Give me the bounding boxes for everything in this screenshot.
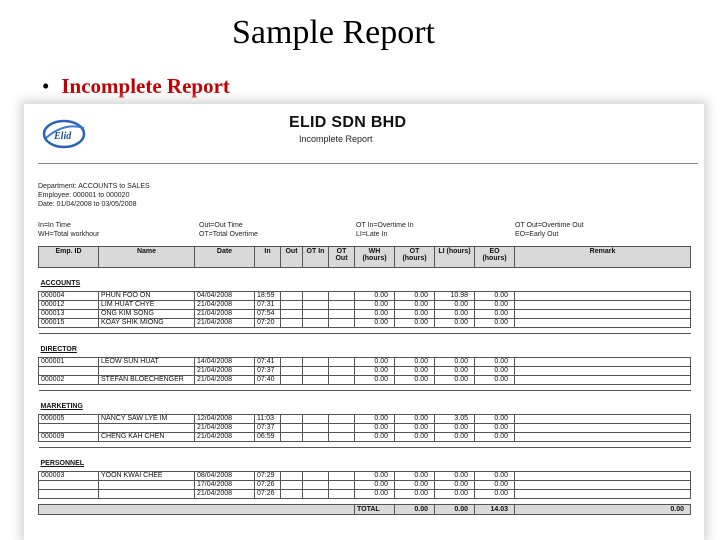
table-cell — [515, 472, 691, 481]
table-cell: 07:26 — [255, 490, 281, 499]
table-cell: 21/04/2008 — [195, 433, 255, 442]
table-cell: 0.00 — [435, 490, 475, 499]
table-cell: 0.00 — [435, 472, 475, 481]
table-cell — [281, 433, 303, 442]
table-cell: LIM HUAT CHYE — [99, 301, 195, 310]
table-cell: 21/04/2008 — [195, 301, 255, 310]
table-cell — [303, 481, 329, 490]
table-cell: 0.00 — [475, 424, 515, 433]
table-cell — [515, 367, 691, 376]
section-row — [39, 268, 691, 292]
table-cell — [329, 433, 355, 442]
table-cell — [515, 490, 691, 499]
divider — [38, 163, 698, 164]
table-cell: KOAY SHIK MIONG — [99, 319, 195, 328]
table-cell — [99, 490, 195, 499]
table-cell — [281, 319, 303, 328]
table-cell: 0.00 — [475, 490, 515, 499]
table-cell: 21/04/2008 — [195, 376, 255, 385]
table-cell: 0.00 — [475, 367, 515, 376]
section-name: MARKETING — [40, 403, 83, 410]
column-header: Name — [99, 247, 195, 268]
table-cell — [39, 424, 99, 433]
table-row — [39, 472, 691, 481]
table-cell: STEFAN BLOECHENGER — [99, 376, 195, 385]
table-cell — [303, 319, 329, 328]
table-row — [39, 319, 691, 328]
report-image — [24, 104, 704, 540]
section-row — [39, 391, 691, 415]
legend-item: OT Out=Overtime Out — [515, 222, 584, 229]
table-row — [39, 310, 691, 319]
total-cell: 0.00 — [395, 505, 435, 515]
company-logo — [42, 118, 88, 150]
table-cell: 0.00 — [395, 301, 435, 310]
table-cell: 12/04/2008 — [195, 415, 255, 424]
table-cell: 21/04/2008 — [195, 367, 255, 376]
table-cell — [329, 424, 355, 433]
department-range: Department: ACCOUNTS to SALES — [38, 183, 150, 190]
table-cell: 0.00 — [435, 367, 475, 376]
table-cell — [515, 415, 691, 424]
column-header: Date — [195, 247, 255, 268]
table-cell: 0.00 — [355, 310, 395, 319]
table-cell — [515, 424, 691, 433]
table-cell: 0.00 — [355, 292, 395, 301]
table-cell — [329, 319, 355, 328]
table-cell: 21/04/2008 — [195, 424, 255, 433]
column-header: OT In — [303, 247, 329, 268]
report-subtitle: Incomplete Report — [299, 134, 373, 144]
table-row — [39, 292, 691, 301]
table-cell — [303, 367, 329, 376]
table-cell: 0.00 — [355, 433, 395, 442]
table-cell: 0.00 — [395, 424, 435, 433]
company-name: ELID SDN BHD — [289, 114, 407, 131]
table-cell: 0.00 — [395, 415, 435, 424]
table-cell: 0.00 — [355, 319, 395, 328]
legend-item: OT In=Overtime In — [356, 222, 414, 229]
table-cell: PHUN FOO ON — [99, 292, 195, 301]
table-cell: 0.00 — [395, 376, 435, 385]
column-header: Remark — [515, 247, 691, 268]
table-cell — [329, 358, 355, 367]
table-cell — [281, 310, 303, 319]
table-cell: 0.00 — [475, 415, 515, 424]
table-cell — [515, 433, 691, 442]
table-cell: 07:26 — [255, 481, 281, 490]
table-cell: 0.00 — [355, 376, 395, 385]
table-cell — [39, 367, 99, 376]
table-cell: 11:03 — [255, 415, 281, 424]
total-row — [39, 505, 691, 515]
table-cell: 0.00 — [475, 358, 515, 367]
legend-col-1 — [38, 221, 99, 239]
legend-item: EO=Early Out — [515, 231, 559, 238]
legend-item: Out=Out Time — [199, 222, 243, 229]
table-cell — [281, 367, 303, 376]
table-cell: 0.00 — [395, 433, 435, 442]
table-cell: 0.00 — [475, 433, 515, 442]
table-cell: 0.00 — [435, 319, 475, 328]
bullet-item — [42, 74, 230, 99]
table-cell — [303, 424, 329, 433]
table-cell — [329, 472, 355, 481]
table-cell — [329, 376, 355, 385]
report-table — [38, 246, 691, 515]
total-cell: 14.03 — [475, 505, 515, 515]
legend-item: In=In Time — [38, 222, 71, 229]
table-cell: 06:59 — [255, 433, 281, 442]
table-cell: 000005 — [39, 415, 99, 424]
section-name: DIRECTOR — [40, 346, 77, 353]
table-cell — [515, 481, 691, 490]
table-cell — [39, 490, 99, 499]
table-cell: YOON KWAI CHEE — [99, 472, 195, 481]
column-header: EO (hours) — [475, 247, 515, 268]
section-name: PERSONNEL — [40, 460, 85, 467]
table-cell — [99, 481, 195, 490]
table-cell: 0.00 — [355, 481, 395, 490]
table-cell — [281, 376, 303, 385]
table-cell: 21/04/2008 — [195, 319, 255, 328]
table-row — [39, 367, 691, 376]
table-cell — [329, 301, 355, 310]
column-header: OT Out — [329, 247, 355, 268]
filter-info — [38, 182, 150, 209]
table-cell: 0.00 — [435, 301, 475, 310]
table-cell: 07:29 — [255, 472, 281, 481]
table-cell: 18:59 — [255, 292, 281, 301]
section-name: ACCOUNTS — [40, 280, 81, 287]
table-row — [39, 301, 691, 310]
section-row — [39, 448, 691, 472]
table-cell: 000004 — [39, 292, 99, 301]
table-cell: 0.00 — [395, 292, 435, 301]
table-cell — [515, 310, 691, 319]
table-cell — [303, 358, 329, 367]
table-cell — [515, 376, 691, 385]
table-row — [39, 415, 691, 424]
table-cell: 0.00 — [475, 319, 515, 328]
table-cell: 07:40 — [255, 376, 281, 385]
table-cell — [281, 301, 303, 310]
table-row — [39, 433, 691, 442]
table-cell: 0.00 — [475, 292, 515, 301]
table-cell: NANCY SAW LYE IM — [99, 415, 195, 424]
table-cell: 0.00 — [435, 433, 475, 442]
table-cell: 000002 — [39, 376, 99, 385]
table-header-row — [39, 247, 691, 268]
table-cell — [515, 292, 691, 301]
table-cell — [281, 424, 303, 433]
slide-title: Sample Report — [231, 14, 436, 51]
total-cell: 0.00 — [435, 505, 475, 515]
table-cell: 0.00 — [395, 319, 435, 328]
table-row — [39, 481, 691, 490]
table-cell — [303, 310, 329, 319]
table-cell: 3.05 — [435, 415, 475, 424]
column-header: LI (hours) — [435, 247, 475, 268]
table-cell — [303, 376, 329, 385]
table-cell: 0.00 — [355, 472, 395, 481]
table-cell: 04/04/2008 — [195, 292, 255, 301]
table-cell — [281, 415, 303, 424]
table-cell — [303, 433, 329, 442]
column-header: Out — [281, 247, 303, 268]
date-range: Date: 01/04/2008 to 03/05/2008 — [38, 201, 137, 208]
table-cell: 0.00 — [395, 358, 435, 367]
table-cell: 0.00 — [355, 301, 395, 310]
table-cell: 10.98 — [435, 292, 475, 301]
employee-range: Employee: 000001 to 000020 — [38, 192, 130, 199]
column-header: WH (hours) — [355, 247, 395, 268]
table-cell — [99, 424, 195, 433]
table-cell: 0.00 — [395, 490, 435, 499]
table-cell: 0.00 — [435, 358, 475, 367]
table-row — [39, 424, 691, 433]
logo-text: Elid — [54, 131, 72, 142]
table-cell: 0.00 — [435, 424, 475, 433]
table-cell: LEOW SUN HUAT — [99, 358, 195, 367]
table-cell: 0.00 — [355, 490, 395, 499]
table-cell — [303, 301, 329, 310]
table-cell — [329, 415, 355, 424]
table-cell: 000001 — [39, 358, 99, 367]
table-cell — [303, 472, 329, 481]
table-cell — [329, 292, 355, 301]
table-cell — [39, 481, 99, 490]
table-cell: 0.00 — [395, 367, 435, 376]
column-header: Emp. ID — [39, 247, 99, 268]
table-cell: 0.00 — [395, 481, 435, 490]
table-cell: CHENG KAH CHEN — [99, 433, 195, 442]
table-cell: ONG KIM SONG — [99, 310, 195, 319]
table-cell — [515, 358, 691, 367]
table-cell: 21/04/2008 — [195, 310, 255, 319]
legend-item: LI=Late In — [356, 231, 388, 238]
legend-col-3 — [356, 221, 414, 239]
table-cell — [515, 319, 691, 328]
table-cell: 0.00 — [355, 424, 395, 433]
table-cell: 17/04/2008 — [195, 481, 255, 490]
table-cell — [515, 301, 691, 310]
table-cell — [281, 292, 303, 301]
total-label: TOTAL — [355, 505, 395, 515]
table-cell: 0.00 — [435, 376, 475, 385]
table-cell: 0.00 — [475, 472, 515, 481]
table-cell: 08/04/2008 — [195, 472, 255, 481]
table-cell: 07:41 — [255, 358, 281, 367]
table-cell: 07:31 — [255, 301, 281, 310]
table-cell — [329, 490, 355, 499]
legend-col-2 — [199, 221, 258, 239]
table-cell: 000009 — [39, 433, 99, 442]
table-cell — [329, 481, 355, 490]
table-cell: 14/04/2008 — [195, 358, 255, 367]
table-cell — [329, 367, 355, 376]
table-cell: 000015 — [39, 319, 99, 328]
table-row — [39, 376, 691, 385]
table-cell: 0.00 — [355, 415, 395, 424]
table-cell — [99, 367, 195, 376]
table-cell: 0.00 — [475, 310, 515, 319]
table-cell: 000003 — [39, 472, 99, 481]
table-cell — [281, 472, 303, 481]
total-cell: 0.00 — [515, 505, 691, 515]
table-cell: 0.00 — [355, 358, 395, 367]
legend-item: WH=Total workhour — [38, 231, 100, 238]
legend-col-4 — [515, 221, 584, 239]
table-cell: 0.00 — [435, 481, 475, 490]
table-cell — [303, 292, 329, 301]
table-cell — [303, 415, 329, 424]
column-header: In — [255, 247, 281, 268]
table-cell: 000012 — [39, 301, 99, 310]
table-cell — [281, 481, 303, 490]
table-cell: 07:20 — [255, 319, 281, 328]
table-row — [39, 490, 691, 499]
table-cell: 0.00 — [475, 481, 515, 490]
table-cell — [281, 490, 303, 499]
legend-item: OT=Total Overtime — [199, 231, 258, 238]
total-cell — [39, 505, 355, 515]
bullet-text: Incomplete Report — [61, 74, 230, 98]
table-cell — [303, 490, 329, 499]
table-row — [39, 358, 691, 367]
bullet-dot: • — [42, 74, 50, 98]
table-cell: 0.00 — [395, 310, 435, 319]
table-cell: 0.00 — [475, 301, 515, 310]
table-cell: 21/04/2008 — [195, 490, 255, 499]
table-cell: 000013 — [39, 310, 99, 319]
table-cell — [329, 310, 355, 319]
table-cell: 07:37 — [255, 367, 281, 376]
table-cell: 0.00 — [395, 472, 435, 481]
table-cell: 0.00 — [435, 310, 475, 319]
table-cell: 0.00 — [475, 376, 515, 385]
column-header: OT (hours) — [395, 247, 435, 268]
table-cell: 07:54 — [255, 310, 281, 319]
table-cell — [281, 358, 303, 367]
table-cell: 0.00 — [355, 367, 395, 376]
table-cell: 07:37 — [255, 424, 281, 433]
section-row — [39, 334, 691, 358]
